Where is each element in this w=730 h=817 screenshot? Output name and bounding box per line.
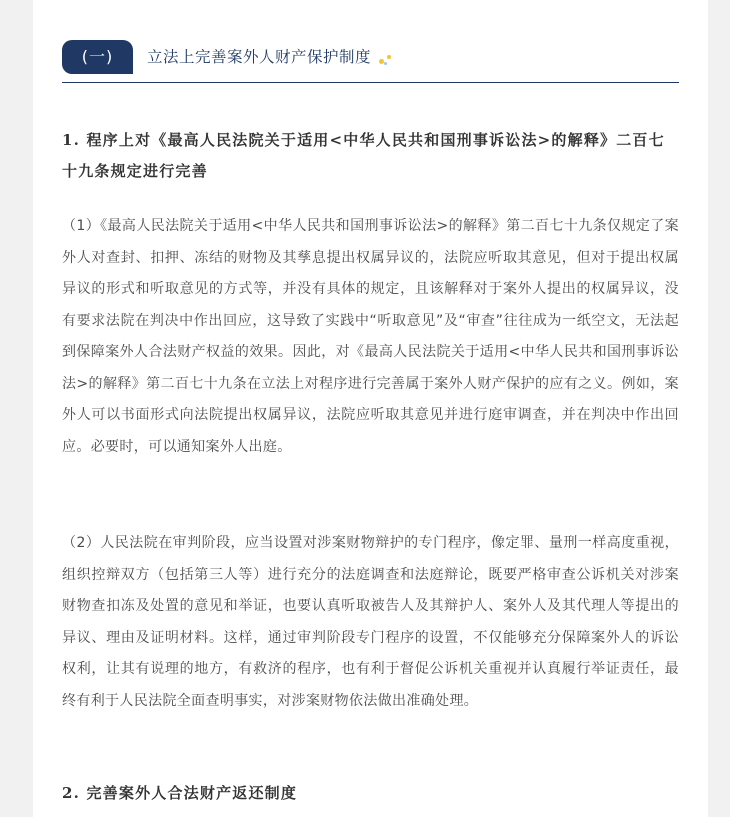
paragraph-2: （2）人民法院在审判阶段，应当设置对涉案财物辩护的专门程序，像定罪、量刑一样高度重视，组织控辩双方（包括第三人等）进行充分的法庭调查和法庭辩论，既要严格审查公诉机关对涉案财物查扣冻及处置的意见和举证，也要认真听取被告人及其辩护人、案外人及其代理人等提出的异议、理由及证明材料。这样，通过审判阶段专门程序的设置，不仅能够充分保障案外人的诉讼权利，让其有说理的地方，有救济的程序，也有利于督促公诉机关重视并认真履行举证责任，最终有利于人民法院全面查明事实，对涉案财物依法做出准确处理。: [62, 535, 679, 709]
section-title-wrap: [147, 40, 395, 74]
section-header: [62, 40, 679, 83]
sparkle-icon: [377, 52, 395, 66]
section-title: 立法上完善案外人财产保护制度: [147, 48, 372, 66]
subsection-heading-2: 2. 完善案外人合法财产返还制度: [62, 784, 298, 802]
article-page: [33, 0, 708, 817]
section-number-badge: (一): [62, 40, 133, 74]
subsection-heading-1: 1. 程序上对《最高人民法院关于适用<中华人民共和国刑事诉讼法>的解释》二百七十九条规定进行完善: [62, 131, 665, 180]
paragraph-1: （1）《最高人民法院关于适用<中华人民共和国刑事诉讼法>的解释》第二百七十九条仅规定了案外人对查封、扣押、冻结的财物及其孳息提出权属异议的，法院应听取其意见，但对于提出权属异议的形式和听取意见的方式等，并没有具体的规定，且该解释对于案外人提出的权属异议，没有要求法院在判决中作出回应，这导致了实践中“听取意见”及“审查”往往成为一纸空文，无法起到保障案外人合法财产权益的效果。因此，对《最高人民法院关于适用<中华人民共和国刑事诉讼法>的解释》第二百七十九条在立法上对程序进行完善属于案外人财产保护的应有之义。例如，案外人可以书面形式向法院提出权属异议，法院应听取其意见并进行庭审调查，并在判决中作出回应。必要时，可以通知案外人出庭。: [62, 218, 679, 455]
